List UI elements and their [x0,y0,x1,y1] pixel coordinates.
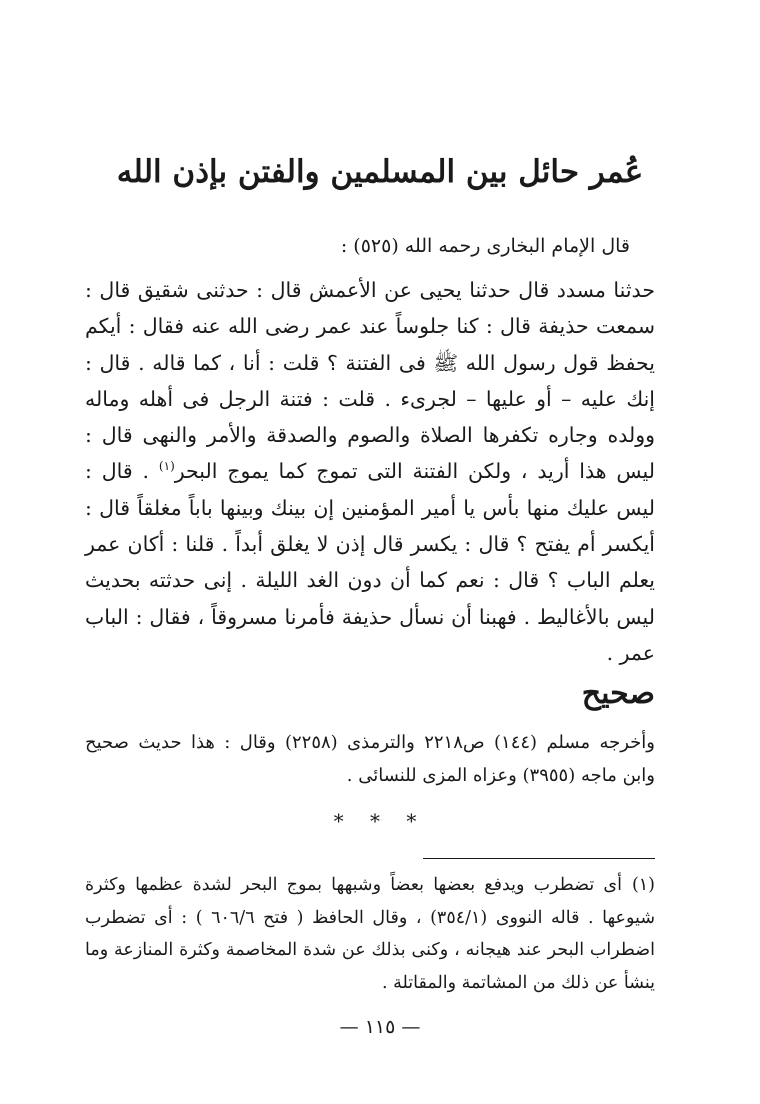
footnote-marker: (١) [158,459,175,474]
section-separator: * * * [333,809,427,833]
footnote-text: أى تضطرب ويدفع بعضها بعضاً وشبهها بموج البحر لشدة عظمها وكثرة شيوعها . قاله النووى (٣٥٤/١) ، وقال الحافظ ( فتح ٦٠٦/٦ ) : أى تضطرب اضطراب البحر عند هيجانه ، وكنى بذلك عن شدة المخاصمة وكثرة المنازعة وما ينشأ عن ذلك من المشاتمة والمقاتلة . [85,875,655,993]
page-number: — ١١٥ — [339,1016,421,1038]
isnad-intro: قال الإمام البخارى رحمه الله (٥٢٥) : [340,235,630,257]
footnote-divider [423,858,655,859]
hadith-text-part-2: . قال : ليس عليك منها بأس يا أمير المؤمنين إن بينك وبينها باباً مغلقاً قال : أيكسر أم يفتح ؟ قال : يكسر قال إذن لا يغلق أبداً . قلنا : أكان عمر يعلم الباب ؟ قال : نعم كما أن دون الغد الليلة . إنى حدثته بحديث ليس بالأغاليط . فهبنا أن نسأل حذيفة فأمرنا مسروقاً ، فقال : الباب عمر . [85,459,655,665]
hadith-text-part-1: حدثنا مسدد قال حدثنا يحيى عن الأعمش قال : حدثنى شقيق قال : سمعت حذيفة قال : كنا جلوساً عند عمر رضى الله عنه فقال : أيكم يحفظ قول رسول الله ﷺ فى الفتنة ؟ قلت : أنا ، كما قاله . قال : إنك عليه – أو عليها – لجرىء . قلت : فتنة الرجل فى أهله وماله وولده وجاره تكفرها الصلاة والصوم والصدقة والأمر والنهى قال : ليس هذا أريد ، ولكن الفتنة التى تموج كما يموج البحر [85,278,655,484]
footnote [85,869,655,999]
hadith-grade: صحيح [581,676,655,711]
takhrij-text: وأخرجه مسلم (١٤٤) ص٢٢١٨ والترمذى (٢٢٥٨) وقال : هذا حديث صحيح وابن ماجه (٣٩٥٥) وعزاه المزى للنسائى . [85,732,655,786]
chapter-title: عُمر حائل بين المسلمين والفتن بإذن الله [116,154,644,190]
hadith-text [85,272,655,671]
footnote-number: (١) [631,875,655,895]
